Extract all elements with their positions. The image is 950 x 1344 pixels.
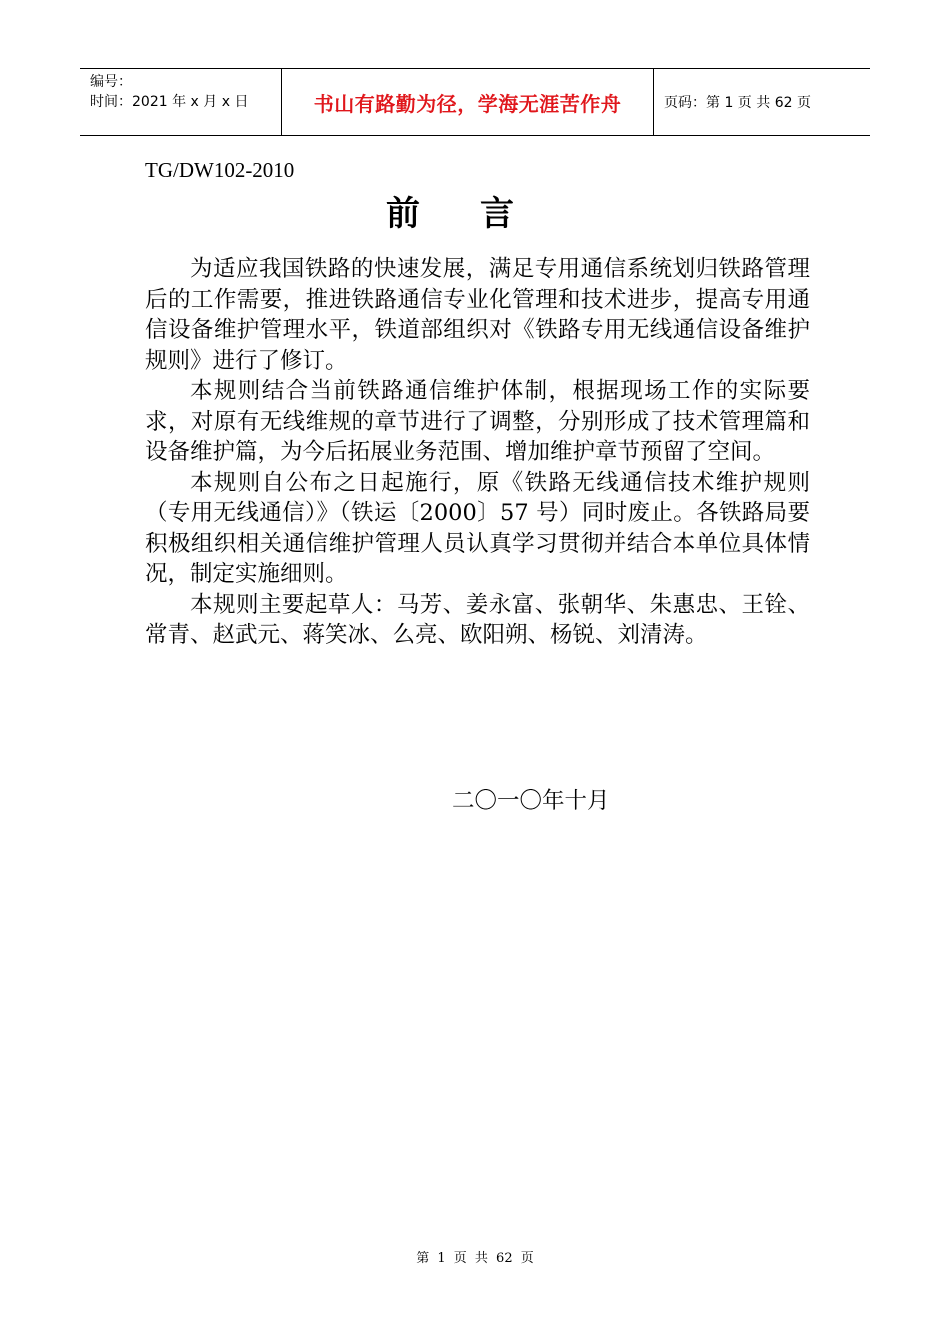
- paragraph-4: 本规则主要起草人：马芳、姜永富、张朝华、朱惠忠、王铨、常青、赵武元、蒋笑冰、么亮、欧阳朔、杨锐、刘清涛。: [145, 591, 810, 648]
- motto-text: 书山有路勤为径，学海无涯苦作舟: [313, 91, 622, 116]
- document-header: [80, 68, 870, 136]
- page-title: 前言: [386, 194, 574, 234]
- header-page-cell: [654, 69, 870, 135]
- page-footer: 第 1 页 共 62 页: [416, 1251, 534, 1266]
- paragraph-2: 本规则结合当前铁路通信维护体制，根据现场工作的实际要求，对原有无线维规的章节进行了调整，分别形成了技术管理篇和设备维护篇，为今后拓展业务范围、增加维护章节预留了空间。: [145, 378, 810, 465]
- header-motto-cell: [282, 69, 654, 135]
- header-meta-cell: [80, 69, 282, 135]
- paragraph-1: 为适应我国铁路的快速发展，满足专用通信系统划归铁路管理后的工作需要，推进铁路通信专业化管理和技术进步，提高专用通信设备维护管理水平，铁道部组织对《铁路专用无线通信设备维护规则》进行了修订。: [145, 256, 810, 374]
- number-label: 编号：: [90, 74, 132, 90]
- time-label: 时间：2021 年 x 月 x 日: [90, 94, 249, 110]
- paragraph-3: 本规则自公布之日起施行，原《铁路无线通信技术维护规则（专用无线通信）》（铁运〔2000〕57 号）同时废止。各铁路局要积极组织相关通信维护管理人员认真学习贯彻并结合本单位具体情况，制定实施细则。: [145, 469, 810, 587]
- preface-body: [145, 254, 810, 651]
- document-code: TG/DW102-2010: [145, 158, 295, 182]
- document-date: 二〇一〇年十月: [452, 788, 610, 814]
- header-page-info: 页码：第 1 页 共 62 页: [664, 95, 811, 111]
